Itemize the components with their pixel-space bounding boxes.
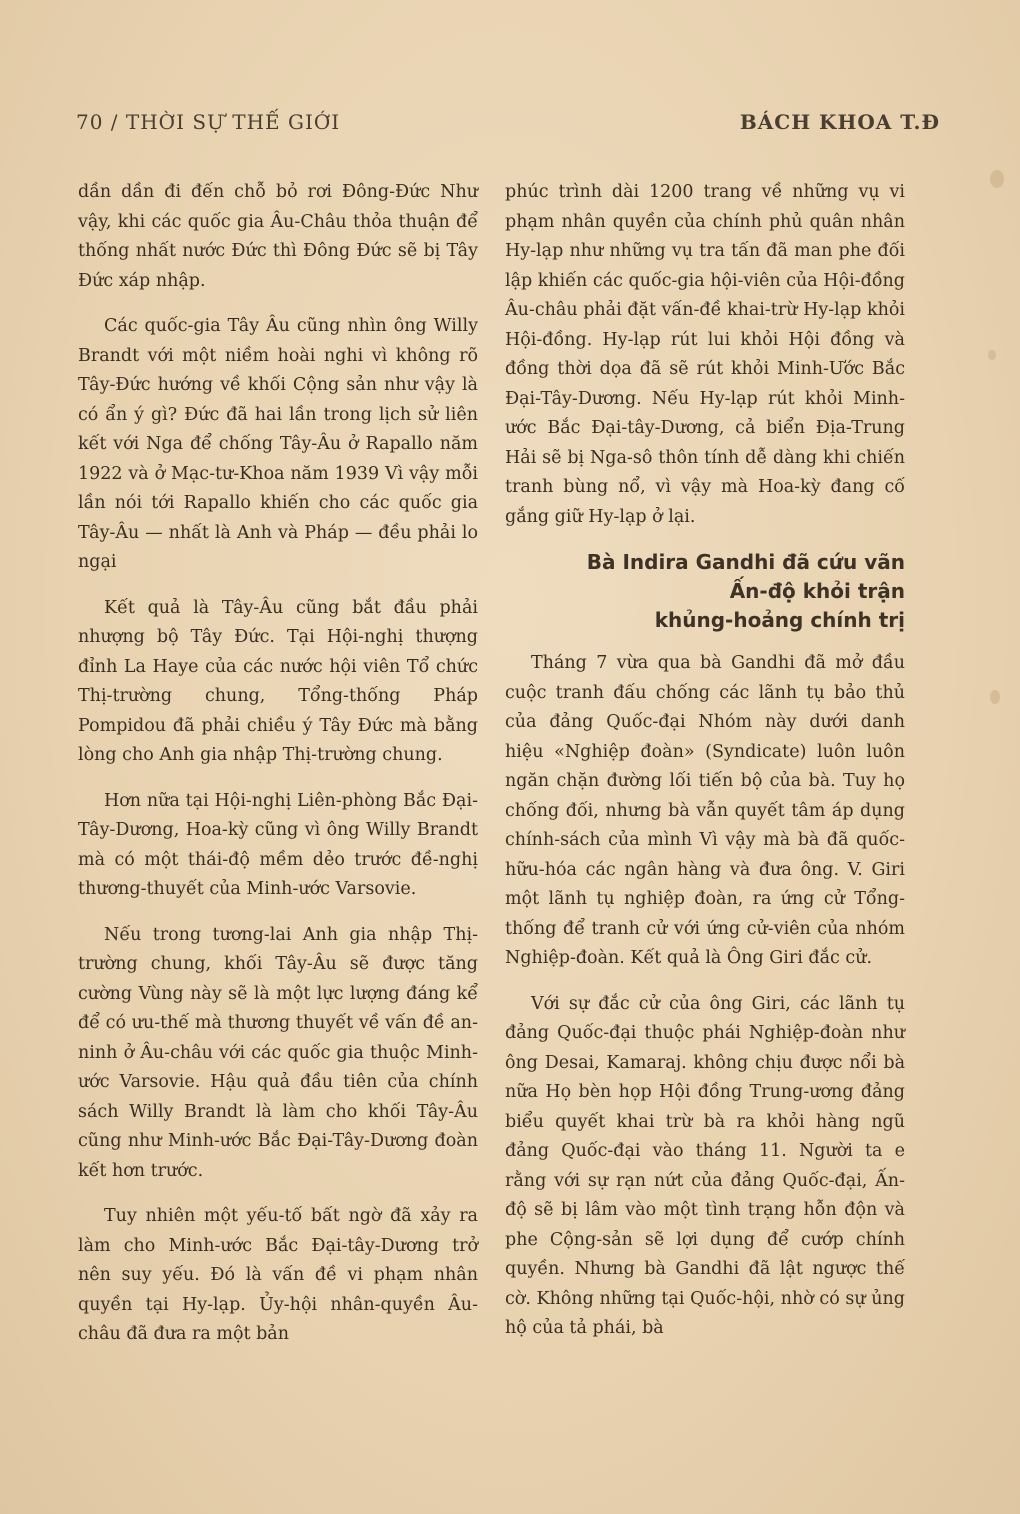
paragraph: phúc trình dài 1200 trang về những vụ vi phạm nhân quyền của chính phủ quân nhân Hy-lạp như những vụ tra tấn đã man phe đối lập khiến các quốc-gia hội-viên của Hội-đồng Âu-châu phải đặt vấn-đề khai-trừ Hy-lạp khỏi Hội-đồng. Hy-lạp rút lui khỏi Hội đồng và đồng thời dọa đã sẽ rút khỏi Minh-Ước Bắc Đại-Tây-Dương. Nếu Hy-lạp rút khỏi Minh-ước Bắc Đại-tây-Dương, cả biển Địa-Trung Hải sẽ bị Nga-sô thôn tính dễ dàng khi chiến tranh bùng nổ, vì vậy mà Hoa-kỳ đang cố gắng giữ Hy-lạp ở lại. — [505, 182, 905, 527]
header-magazine-title: BÁCH KHOA T.Đ — [739, 110, 940, 134]
paragraph: dần dần đi đến chỗ bỏ rơi Đông-Đức Như vậy, khi các quốc gia Âu-Châu thỏa thuận để thống nhất nước Đức thì Đông Đức sẽ bị Tây Đức xáp nhập. — [78, 182, 478, 291]
paper-stain — [990, 690, 1000, 704]
heading-line: Bà Indira Gandhi đã cứu vãn — [586, 550, 905, 574]
paper-stain — [990, 170, 1004, 188]
paper-stain — [988, 350, 996, 360]
paragraph: Nếu trong tương-lai Anh gia nhập Thị-trường chung, khối Tây-Âu sẽ được tăng cường Vùng này sẽ là một lực lượng đáng kể để có ưu-thế mà thương thuyết về vấn đề an-ninh ở Âu-châu với các quốc gia thuộc Minh-ước Varsovie. Hậu quả đầu tiên của chính sách Willy Brandt là làm cho khối Tây-Âu cũng như Minh-ước Bắc Đại-Tây-Dương đoàn kết hơn trước. — [78, 924, 478, 1181]
paragraph: Các quốc-gia Tây Âu cũng nhìn ông Willy Brandt với một niềm hoài nghi vì không rõ Tây-Đức hướng về khối Cộng sản như vậy là có ẩn ý gì? Đức đã hai lần trong lịch sử liên kết với Nga để chống Tây-Âu ở Rapallo năm 1922 và ở Mạc-tư-Khoa năm 1939 Vì vậy mỗi lần nói tới Rapallo khiến cho các quốc gia Tây-Âu — nhất là Anh và Pháp — đều phải lo ngại — [78, 316, 478, 572]
left-column — [78, 178, 478, 1366]
section-heading — [505, 548, 905, 635]
paragraph: Hơn nữa tại Hội-nghị Liên-phòng Bắc Đại-Tây-Dương, Hoa-kỳ cũng vì ông Willy Brandt mà có một thái-độ mềm dẻo trước đề-nghị thương-thuyết của Minh-ước Varsovie. — [78, 790, 478, 899]
header-section-title: 70 / THỜI SỰ THẾ GIỚI — [76, 110, 341, 134]
paragraph: Với sự đắc cử của ông Giri, các lãnh tụ đảng Quốc-đại thuộc phái Nghiệp-đoàn như ông Desai, Kamaraj. không chịu được nổi bà nữa Họ bèn họp Hội đồng Trung-ương đảng biểu quyết khai trừ bà ra khỏi hàng ngũ đảng Quốc-đại vào tháng 11. Người ta e rằng với sự rạn nứt của đảng Quốc-đại, Ấn-độ sẽ bị lâm vào một tình trạng hỗn độn và phe Cộng-sản sẽ lợi dụng để cướp chính quyền. Nhưng bà Gandhi đã lật ngược thế cờ. Không những tại Quốc-hội, nhờ có sự ủng hộ của tả phái, bà — [505, 993, 905, 1338]
paragraph: Tuy nhiên một yếu-tố bất ngờ đã xảy ra làm cho Minh-ước Bắc Đại-tây-Dương trở nên suy yếu. Đó là vấn đề vi phạm nhân quyền tại Hy-lạp. Ủy-hội nhân-quyền Âu-châu đã đưa ra một bản — [78, 1206, 478, 1344]
paragraph: Tháng 7 vừa qua bà Gandhi đã mở đầu cuộc tranh đấu chống các lãnh tụ bảo thủ của đảng Quốc-đại Nhóm này dưới danh hiệu «Nghiệp đoàn» (Syndicate) luôn luôn ngăn chặn đường lối tiến bộ của bà. Tuy họ chống đối, nhưng bà vẫn quyết tâm áp dụng chính-sách của mình Vì vậy mà bà đã quốc-hữu-hóa các ngân hàng và đưa ông. V. Giri một lãnh tụ nghiệp đoàn, ra ứng cử Tổng-thống để tranh cử với ứng cử-viên của nhóm Nghiệp-đoàn. Kết quả là Ông Giri đắc cử. — [505, 653, 905, 968]
right-column — [505, 178, 905, 1360]
heading-line: khủng-hoảng chính trị — [654, 608, 905, 632]
heading-line: Ấn-độ khỏi trận — [729, 579, 905, 603]
paragraph: Kết quả là Tây-Âu cũng bắt đầu phải nhượng bộ Tây Đức. Tại Hội-nghị thượng đỉnh La Haye của các nước hội viên Tổ chức Thị-trường chung, Tổng-thống Pháp Pompidou đã phải chiều ý Tây Đức mà bằng lòng cho Anh gia nhập Thị-trường chung. — [78, 597, 478, 765]
running-header — [76, 110, 940, 140]
